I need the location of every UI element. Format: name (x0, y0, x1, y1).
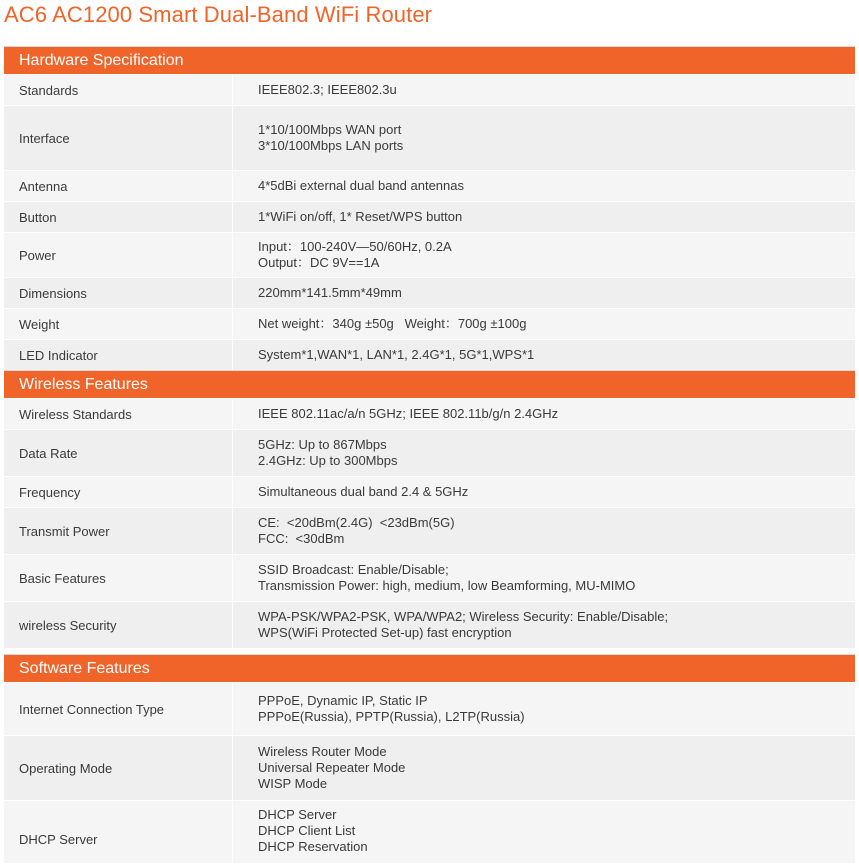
spec-value-line: PPPoE(Russia), PPTP(Russia), L2TP(Russia) (258, 709, 525, 724)
spec-value-line: Universal Repeater Mode (258, 760, 406, 775)
spec-value-line: 1*WiFi on/off, 1* Reset/WPS button (258, 209, 463, 224)
spec-value-line: 4*5dBi external dual band antennas (258, 178, 464, 193)
spec-row (4, 507, 855, 554)
spec-value (233, 399, 855, 429)
spec-value-line: 5GHz: Up to 867Mbps (258, 437, 387, 452)
spec-label: Transmit Power (4, 508, 233, 554)
spec-value (233, 340, 855, 370)
spec-value (233, 555, 855, 601)
spec-row (4, 601, 855, 648)
spec-label: Antenna (4, 171, 233, 201)
spec-value (233, 233, 855, 277)
spec-row (4, 429, 855, 476)
spec-label: Basic Features (4, 555, 233, 601)
spec-row (4, 232, 855, 277)
section-software (4, 654, 855, 863)
spec-value-line: System*1,WAN*1, LAN*1, 2.4G*1, 5G*1,WPS*1 (258, 347, 535, 362)
spec-value (233, 202, 855, 232)
spec-value-line: 2.4GHz: Up to 300Mbps (258, 453, 398, 468)
spec-value (233, 309, 855, 339)
spec-row (4, 105, 855, 170)
spec-value-line: DHCP Client List (258, 823, 356, 838)
spec-row (4, 74, 855, 105)
spec-label: Data Rate (4, 430, 233, 476)
spec-value-line: WISP Mode (258, 776, 328, 791)
spec-label: Interface (4, 106, 233, 170)
spec-value-line: Output：DC 9V==1A (258, 255, 380, 270)
spec-value (233, 683, 855, 735)
spec-sheet (4, 46, 855, 863)
spec-row (4, 554, 855, 601)
spec-value-line: WPA-PSK/WPA2-PSK, WPA/WPA2; Wireless Security: Enable/Disable; (258, 609, 669, 624)
section-header: Wireless Features (4, 370, 855, 398)
spec-row (4, 201, 855, 232)
section-header: Software Features (4, 654, 855, 682)
spec-value-line: PPPoE, Dynamic IP, Static IP (258, 693, 428, 708)
spec-value-line: CE: <20dBm(2.4G) <23dBm(5G) (258, 515, 455, 530)
spec-row (4, 800, 855, 863)
spec-label: Internet Connection Type (4, 683, 233, 735)
spec-value-line: FCC: <30dBm (258, 531, 345, 546)
spec-value-line: IEEE802.3; IEEE802.3u (258, 82, 397, 97)
section-hardware (4, 46, 855, 370)
spec-value-line: Wireless Router Mode (258, 744, 387, 759)
spec-value-line: Net weight：340g ±50g Weight：700g ±100g (258, 316, 527, 331)
spec-label: DHCP Server (4, 801, 233, 863)
spec-row (4, 476, 855, 507)
spec-label: Operating Mode (4, 736, 233, 800)
spec-value-line: DHCP Reservation (258, 839, 368, 854)
spec-value (233, 801, 855, 863)
spec-row (4, 682, 855, 735)
section-wireless (4, 370, 855, 648)
spec-value-line: IEEE 802.11ac/a/n 5GHz; IEEE 802.11b/g/n 2.4GHz (258, 406, 559, 421)
spec-value-line: Transmission Power: high, medium, low Beamforming, MU-MIMO (258, 578, 636, 593)
spec-row (4, 735, 855, 800)
spec-value (233, 477, 855, 507)
spec-value (233, 278, 855, 308)
spec-value-line: 3*10/100Mbps LAN ports (258, 138, 404, 153)
spec-row (4, 170, 855, 201)
spec-label: Wireless Standards (4, 399, 233, 429)
spec-value-line: WPS(WiFi Protected Set-up) fast encryption (258, 625, 512, 640)
spec-label: Weight (4, 309, 233, 339)
spec-value (233, 736, 855, 800)
spec-value (233, 106, 855, 170)
spec-value-line: Input：100-240V—50/60Hz, 0.2A (258, 239, 452, 254)
spec-row (4, 398, 855, 429)
spec-value-line: 220mm*141.5mm*49mm (258, 285, 402, 300)
spec-label: Frequency (4, 477, 233, 507)
spec-value (233, 602, 855, 648)
spec-label: wireless Security (4, 602, 233, 648)
spec-value-line: DHCP Server (258, 807, 337, 822)
spec-row (4, 339, 855, 370)
spec-label: Dimensions (4, 278, 233, 308)
spec-label: Power (4, 233, 233, 277)
spec-value (233, 508, 855, 554)
spec-label: LED Indicator (4, 340, 233, 370)
spec-value-line: SSID Broadcast: Enable/Disable; (258, 562, 449, 577)
spec-label: Button (4, 202, 233, 232)
spec-value (233, 75, 855, 105)
page-title: AC6 AC1200 Smart Dual-Band WiFi Router (4, 2, 433, 27)
spec-label: Standards (4, 75, 233, 105)
spec-value-line: Simultaneous dual band 2.4 & 5GHz (258, 484, 469, 499)
spec-row (4, 277, 855, 308)
spec-row (4, 308, 855, 339)
spec-value (233, 171, 855, 201)
spec-value (233, 430, 855, 476)
spec-value-line: 1*10/100Mbps WAN port (258, 122, 402, 137)
section-header: Hardware Specification (4, 46, 855, 74)
